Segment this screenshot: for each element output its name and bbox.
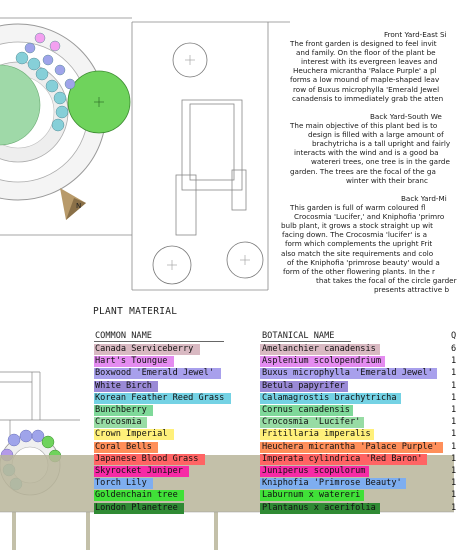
- description-line: interacts with the wind and is a good ba: [294, 148, 439, 158]
- north-label: N: [76, 202, 82, 210]
- common-name-cell: Crocosmia: [95, 417, 142, 427]
- botanical-name-cell: Calamagrostis brachytricha: [262, 393, 397, 403]
- description-line: bulb plant, it grows a stock straight up wit: [281, 221, 433, 231]
- common-name-cell: Goldenchain tree: [95, 490, 178, 500]
- common-name-cell: Skyrocket Juniper: [95, 466, 183, 476]
- quantity-cell: 1: [451, 478, 457, 488]
- description-line: that takes the focal of the circle garder: [316, 275, 457, 285]
- botanical-name-cell: Plantanus x acerifolia: [262, 503, 376, 513]
- description-line: This garden is full of warm coloured fl: [290, 203, 426, 213]
- quantity-cell: 1: [451, 442, 457, 452]
- botanical-name-cell: Laburnum x watereri: [262, 490, 361, 500]
- description-line: form of the other flowering plants. In the r: [283, 266, 435, 276]
- description-line: of the Kniphofia 'primrose beauty' would a: [287, 257, 440, 267]
- quantity-cell: 1: [451, 393, 457, 403]
- description-line: also match the site requirements and colo: [281, 248, 434, 258]
- description-line: facing down. The Crocosmia 'lucifer' is a: [282, 230, 427, 240]
- description-line: and family. On the floor of the plant be: [296, 48, 436, 58]
- header-underline: [261, 341, 351, 342]
- description-line: interest with its evergreen leaves and: [301, 57, 438, 67]
- description-line: watereri trees, one tree is in the garde: [311, 157, 450, 167]
- plant-material-title: PLANT MATERIAL: [93, 306, 178, 317]
- quantity-cell: 1: [451, 356, 457, 366]
- common-name-cell: Japanese Blood Grass: [95, 454, 199, 464]
- common-name-cell: Canada Serviceberry: [95, 344, 194, 354]
- common-name-cell: Boxwood 'Emerald Jewel': [95, 368, 214, 378]
- description-line: row of Buxus microphylla 'Emerald Jewel: [293, 84, 440, 94]
- quantity-cell: 1: [451, 381, 457, 391]
- back-yard-middle-description: [281, 194, 457, 294]
- plan-tree-symbols: [153, 43, 263, 284]
- botanical-name-cell: Fritillaria imperalis: [262, 429, 371, 439]
- botanical-name-cell: Crocosmia 'Lucifer': [262, 417, 361, 427]
- description-line: form which complements the upright Frit: [285, 239, 433, 249]
- header-underline: [94, 341, 224, 342]
- description-title: Back Yard-South We: [370, 112, 442, 121]
- description-line: winter with their branc: [346, 175, 428, 185]
- quantity-cell: 1: [451, 405, 457, 415]
- common-name-cell: Crown Imperial: [95, 429, 168, 439]
- common-name-cell: London Planetree: [95, 503, 178, 513]
- description-line: Crocosmia 'Lucifer,' and Kniphofia 'primro: [294, 212, 445, 222]
- quantity-cell: 1: [451, 454, 457, 464]
- botanical-name-cell: Kniphofia 'Primrose Beauty': [262, 478, 402, 488]
- quantity-cell: 1: [451, 429, 457, 439]
- quantity-cell: 1: [451, 368, 457, 378]
- common-name-header: COMMON NAME: [95, 331, 152, 341]
- botanical-name-cell: Cornus canadensis: [262, 405, 350, 415]
- quantity-cell: 1: [451, 490, 457, 500]
- botanical-name-cell: Imperata cylindrica 'Red Baron': [262, 454, 423, 464]
- botanical-name-header: BOTANICAL NAME: [262, 331, 335, 341]
- north-arrow-icon: [60, 188, 86, 220]
- quantity-cell: 6: [451, 344, 457, 354]
- description-line: forms a low mound of maple-shaped leav: [290, 75, 440, 85]
- common-name-cell: Bunchberry: [95, 405, 147, 415]
- ground-band: [0, 454, 457, 550]
- description-line: canadensis to immediately grab the atten: [292, 93, 444, 103]
- botanical-name-cell: Buxus microphylla 'Emerald Jewel': [262, 368, 433, 378]
- common-name-cell: White Birch: [95, 381, 152, 391]
- common-name-cell: Coral Bells: [95, 442, 152, 452]
- description-line: garden. The trees are the focal of the ga: [290, 166, 436, 176]
- common-name-cell: Hart's Toungue: [95, 356, 168, 366]
- description-title: Front Yard-East Si: [384, 30, 447, 39]
- botanical-name-cell: Asplenium scolopendrium: [262, 356, 381, 366]
- description-line: The main objective of this plant bed is to: [290, 121, 438, 131]
- quantity-cell: 1: [451, 503, 457, 513]
- description-line: brachytricha is a tall upright and fairly: [312, 139, 451, 149]
- quantity-cell: 1: [451, 417, 457, 427]
- description-line: design is filled with a large amount of: [308, 130, 444, 140]
- botanical-name-cell: Heuchera micrantha 'Palace Purple': [262, 442, 438, 452]
- quantity-cell: 1: [451, 466, 457, 476]
- botanical-name-cell: Betula papyrifer: [262, 381, 345, 391]
- quantity-header: Q: [451, 331, 457, 341]
- botanical-name-cell: Amelanchier canadensis: [262, 344, 376, 354]
- botanical-name-cell: Juniperus scopulorum: [262, 466, 366, 476]
- common-name-cell: Korean Feather Reed Grass: [95, 393, 225, 403]
- description-line: presents attractive b: [374, 284, 450, 294]
- back-yard-south-west-description: [290, 112, 450, 185]
- front-yard-east-description: [290, 30, 447, 103]
- description-line: The front garden is designed to feel invit: [290, 39, 437, 49]
- common-name-cell: Torch Lily: [95, 478, 147, 488]
- description-title: Back Yard-Mi: [401, 194, 447, 203]
- description-line: Heuchera micrantha 'Palace Purple' a pl: [293, 66, 437, 76]
